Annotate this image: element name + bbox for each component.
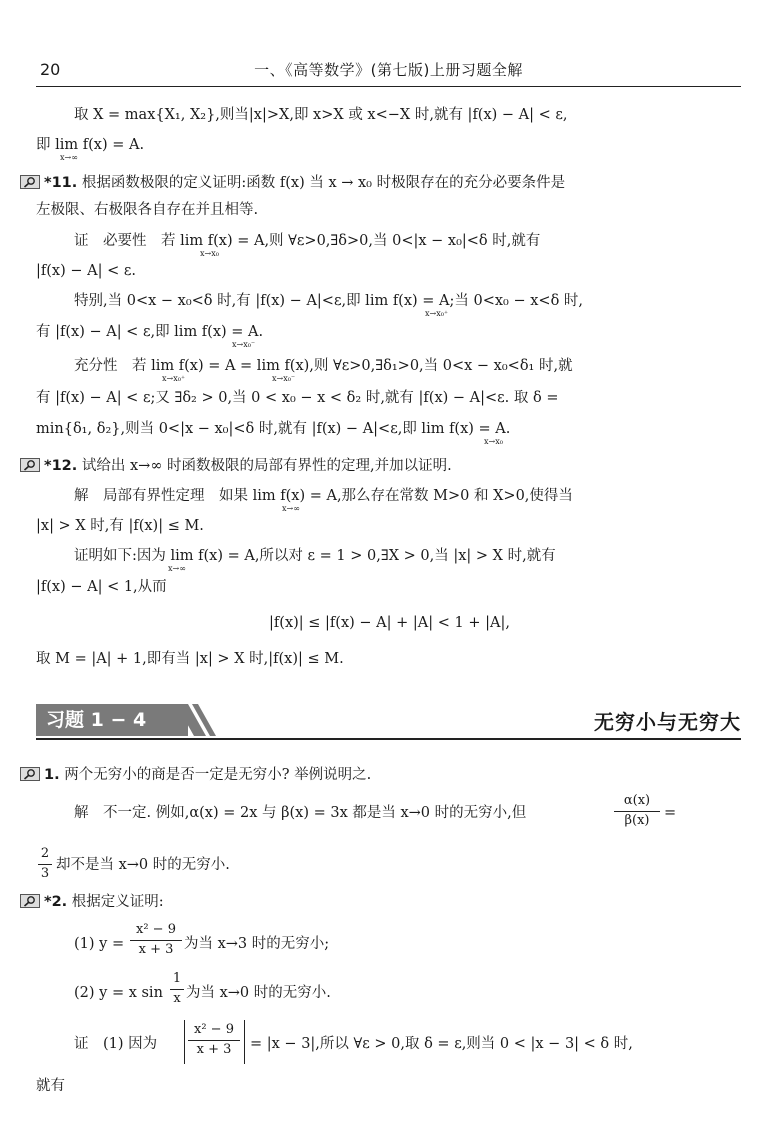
equals-sign: = xyxy=(664,805,677,821)
text-line: 证 必要性 若 lim f(x) = A,则 ∀ε>0,∃δ>0,当 0<|x − x₀|<δ 时,就有 xyxy=(74,233,541,249)
problem-number: *12. xyxy=(44,458,78,474)
text-line: 有 |f(x) − A| < ε;又 ∃δ₂ > 0,当 0 < x₀ − x < δ₂ 时,就有 |f(x) − A|<ε. 取 δ = xyxy=(36,390,559,406)
fraction-numerator: α(x) xyxy=(623,793,651,808)
text-line: 特别,当 0<x − x₀<δ 时,有 |f(x) − A|<ε,即 lim f(x) = A;当 0<x₀ − x<δ 时, xyxy=(74,293,584,309)
section-header xyxy=(36,700,741,740)
problem-text: 试给出 x→∞ 时函数极限的局部有界性的定理,并加以证明. xyxy=(81,458,452,474)
text-line: = |x − 3|,所以 ∀ε > 0,取 δ = ε,则当 0 < |x − 3| < δ 时, xyxy=(250,1036,633,1052)
fraction-bar xyxy=(38,864,52,865)
abs-bar-right xyxy=(244,1020,245,1064)
problem-number: *2. xyxy=(44,894,68,910)
fraction-numerator: 2 xyxy=(40,846,50,861)
limit-subscript: x→∞ xyxy=(60,153,78,162)
text-line: 充分性 若 lim f(x) = A = lim f(x),则 ∀ε>0,∃δ₁>0,当 0<x − x₀<δ₁ 时,就 xyxy=(74,358,573,374)
item-1-text: 为当 x→3 时的无穷小; xyxy=(184,936,330,952)
fraction-denominator: x + 3 xyxy=(196,1042,232,1057)
fraction-bar xyxy=(614,811,660,812)
running-title: 一、《高等数学》(第七版)上册习题全解 xyxy=(254,61,523,79)
text-line: 取 X = max{X₁, X₂},则当|x|>X,即 x>X 或 x<−X 时,就有 |f(x) − A| < ε, xyxy=(74,107,568,123)
magnifier-icon xyxy=(20,175,40,189)
fraction-numerator: 1 xyxy=(172,971,182,986)
problem-text: 根据定义证明: xyxy=(71,894,164,910)
exercise-1 xyxy=(20,765,371,785)
item-2-text: 为当 x→0 时的无穷小. xyxy=(186,985,331,1001)
fraction-numerator: x² − 9 xyxy=(194,1022,234,1037)
exercise-2 xyxy=(20,892,164,912)
fraction-bar xyxy=(130,940,182,941)
item-2-prefix: (2) y = x sin xyxy=(74,985,163,1001)
problem-11 xyxy=(20,173,565,193)
magnifier-icon xyxy=(20,458,40,472)
limit-subscript: x→x₀⁺ xyxy=(162,374,186,383)
section-tag: 习题 1 − 4 xyxy=(36,704,188,736)
page-number: 20 xyxy=(40,60,61,79)
proof-prefix: 证 (1) 因为 xyxy=(74,1036,158,1052)
page-header xyxy=(36,56,741,87)
text-line: |x| > X 时,有 |f(x)| ≤ M. xyxy=(36,518,204,534)
text-line: 就有 xyxy=(36,1078,65,1094)
text-line: 却不是当 x→0 时的无穷小. xyxy=(56,857,230,873)
limit-subscript: x→x₀ xyxy=(200,249,219,258)
magnifier-icon xyxy=(20,894,40,908)
problem-number: *11. xyxy=(44,175,78,191)
magnifier-icon xyxy=(20,767,40,781)
limit-subscript: x→∞ xyxy=(282,504,300,513)
problem-12 xyxy=(20,456,452,476)
fraction-denominator: x + 3 xyxy=(138,942,174,957)
text-line: 证明如下:因为 lim f(x) = A,所以对 ε = 1 > 0,∃X > 0,当 |x| > X 时,就有 xyxy=(74,548,556,564)
limit-subscript: x→∞ xyxy=(168,564,186,573)
text-line: min{δ₁, δ₂},则当 0<|x − x₀|<δ 时,就有 |f(x) − A|<ε,即 lim f(x) = A. xyxy=(36,421,511,437)
stripes-decoration-icon xyxy=(176,704,220,736)
fraction-denominator: x xyxy=(173,991,181,1006)
fraction-bar xyxy=(170,989,184,990)
fraction-denominator: 3 xyxy=(40,866,50,881)
fraction-denominator: β(x) xyxy=(624,813,650,828)
limit-subscript: x→x₀⁺ xyxy=(425,309,449,318)
item-1-prefix: (1) y = xyxy=(74,936,125,952)
fraction-bar xyxy=(188,1040,240,1041)
text-line: 取 M = |A| + 1,即有当 |x| > X 时,|f(x)| ≤ M. xyxy=(36,651,344,667)
limit-subscript: x→x₀⁻ xyxy=(232,340,256,349)
problem-text: 两个无穷小的商是否一定是无穷小? 举例说明之. xyxy=(64,767,372,783)
text-line: 解 不一定. 例如,α(x) = 2x 与 β(x) = 3x 都是当 x→0 时的无穷小,但 xyxy=(74,805,527,821)
limit-subscript: x→x₀⁻ xyxy=(272,374,296,383)
text-line: 解 局部有界性定理 如果 lim f(x) = A,那么存在常数 M>0 和 X>0,使得当 xyxy=(74,488,573,504)
text-line: 左极限、右极限各自存在并且相等. xyxy=(36,202,259,218)
problem-number: 1. xyxy=(44,767,60,783)
abs-bar-left xyxy=(184,1020,185,1064)
text-line: 即 lim f(x) = A. xyxy=(36,137,145,153)
fraction-numerator: x² − 9 xyxy=(136,922,176,937)
problem-text: 根据函数极限的定义证明:函数 f(x) 当 x → x₀ 时极限存在的充分必要条件是 xyxy=(81,175,566,191)
display-equation: |f(x)| ≤ |f(x) − A| + |A| < 1 + |A|, xyxy=(269,615,510,631)
text-line: |f(x) − A| < ε. xyxy=(36,263,136,279)
section-title: 无穷小与无穷大 xyxy=(594,710,741,734)
text-line: 有 |f(x) − A| < ε,即 lim f(x) = A. xyxy=(36,324,264,340)
limit-subscript: x→x₀ xyxy=(484,437,503,446)
text-line: |f(x) − A| < 1,从而 xyxy=(36,579,167,595)
